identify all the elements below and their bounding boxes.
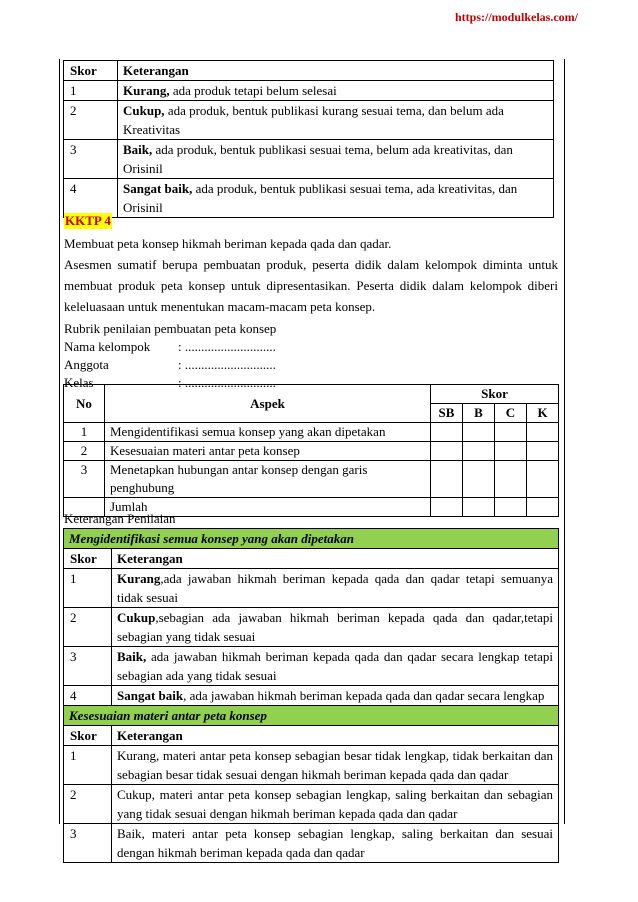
skor-cell: 1 <box>64 746 112 785</box>
skor-cell: 3 <box>64 824 112 863</box>
kktp-title: Membuat peta konsep hikmah beriman kepada qada dan qadar. <box>64 236 392 251</box>
keterangan-cell <box>118 101 554 140</box>
skor-col-b: B <box>463 404 495 423</box>
keterangan-bold: Cukup <box>117 610 156 625</box>
table-row <box>64 726 559 746</box>
keterangan-title: Keterangan Penilaian <box>64 511 176 526</box>
field-nama-kelompok <box>64 338 364 356</box>
keterangan-bold: Sangat baik, <box>123 181 193 196</box>
score-cell[interactable] <box>463 442 495 461</box>
keterangan-text: ada produk, bentuk publikasi kurang sesuai tema, dan belum ada Kreativitas <box>123 103 504 137</box>
score-cell[interactable] <box>527 498 559 517</box>
score-cell[interactable] <box>463 498 495 517</box>
table-row <box>64 824 559 863</box>
row-no: 3 <box>64 461 105 498</box>
no-header: No <box>64 385 105 423</box>
keterangan-cell <box>112 647 559 686</box>
score-cell[interactable] <box>431 442 463 461</box>
table-row <box>64 647 559 686</box>
skor-cell: 1 <box>64 569 112 608</box>
field-value: : ............................ <box>178 357 276 372</box>
table-row <box>64 423 559 442</box>
score-cell[interactable] <box>495 423 527 442</box>
row-no: 2 <box>64 442 105 461</box>
keterangan-cell: Baik, materi antar peta konsep sebagian lengkap, saling berkaitan dan sesuai dengan hikmah beriman kepada qada dan qadar <box>112 824 559 863</box>
keterangan-bold: Kurang <box>117 571 161 586</box>
keterangan-bold: Cukup, <box>123 103 165 118</box>
skor-col-k: K <box>527 404 559 423</box>
table-row <box>64 686 559 706</box>
skor-header: Skor <box>64 726 112 746</box>
score-cell[interactable] <box>527 442 559 461</box>
score-cell[interactable] <box>463 461 495 498</box>
field-anggota <box>64 356 364 374</box>
score-cell[interactable] <box>495 461 527 498</box>
table-row <box>64 442 559 461</box>
skor-col-c: C <box>495 404 527 423</box>
keterangan-text: ,ada jawaban hikmah beriman kepada qada dan qadar tetapi semuanya tidak sesuai <box>117 571 553 605</box>
keterangan-bold: Baik, <box>123 142 153 157</box>
field-label: Kelas <box>64 375 94 390</box>
table-row <box>64 549 559 569</box>
rubrik-title: Rubrik penilaian pembuatan peta konsep <box>64 321 277 336</box>
skor-cell: 1 <box>64 81 118 101</box>
skor-table <box>63 60 554 218</box>
page-url[interactable]: https://modulkelas.com/ <box>454 10 578 24</box>
skor-header: Skor <box>64 61 118 81</box>
section-header-row <box>64 706 559 726</box>
skor-header: Skor <box>64 549 112 569</box>
table-row <box>64 81 554 101</box>
skor-cell: 4 <box>64 686 112 706</box>
field-value: : ............................ <box>178 339 276 354</box>
keterangan-text: ada produk tetapi belum selesai <box>169 83 337 98</box>
aspek-header: Aspek <box>105 385 431 423</box>
score-cell[interactable] <box>495 498 527 517</box>
skor-cell: 2 <box>64 785 112 824</box>
table-row <box>64 101 554 140</box>
keterangan-header: Keterangan <box>112 726 559 746</box>
section-title: Kesesuaian materi antar peta konsep <box>64 706 559 726</box>
section-title: Mengidentifikasi semua konsep yang akan dipetakan <box>64 529 559 549</box>
row-aspek: Mengidentifikasi semua konsep yang akan dipetakan <box>105 423 431 442</box>
keterangan-bold: Kurang, <box>123 83 170 98</box>
table-row <box>64 785 559 824</box>
table-row <box>64 569 559 608</box>
score-cell[interactable] <box>431 423 463 442</box>
total-label: Jumlah <box>105 498 431 517</box>
keterangan-cell <box>118 81 554 101</box>
kktp-description: Asesmen sumatif berupa pembuatan produk, peserta didik dalam kelompok diminta untuk membuat produk peta konsep untuk dipresentasikan. Peserta didik dalam kelompok diberi keleluasaan untuk menentukan macam-macam peta konsep. <box>64 257 558 314</box>
keterangan-header: Keterangan <box>112 549 559 569</box>
score-cell[interactable] <box>431 461 463 498</box>
keterangan-cell <box>118 140 554 179</box>
skor-cell: 3 <box>64 647 112 686</box>
table-row <box>64 746 559 785</box>
score-cell[interactable] <box>431 498 463 517</box>
keterangan-cell <box>112 569 559 608</box>
table-row <box>64 61 554 81</box>
score-cell[interactable] <box>463 423 495 442</box>
keterangan-text: ,sebagian ada jawaban hikmah beriman kepada qada dan qadar,tetapi sebagian yang tidak sesuai <box>117 610 553 644</box>
field-value: : ............................ <box>178 375 276 390</box>
table-header-row <box>64 385 559 404</box>
row-no: 1 <box>64 423 105 442</box>
keterangan-text: ada produk, bentuk publikasi sesuai tema, ada kreativitas, dan Orisinil <box>123 181 518 215</box>
keterangan-cell: Kurang, materi antar peta konsep sebagian besar tidak lengkap, tidak berkaitan dan sebagian besar tidak sesuai dengan hikmah beriman kepada qada dan qadar <box>112 746 559 785</box>
score-cell[interactable] <box>527 423 559 442</box>
table-row <box>64 140 554 179</box>
skor-cell: 2 <box>64 101 118 140</box>
keterangan-text: , ada jawaban hikmah beriman kepada qada dan qadar secara lengkap <box>183 688 545 703</box>
keterangan-table <box>63 528 559 863</box>
skor-cell: 4 <box>64 179 118 218</box>
skor-header: Skor <box>431 385 559 404</box>
table-row <box>64 179 554 218</box>
score-cell[interactable] <box>527 461 559 498</box>
keterangan-bold: Sangat baik <box>117 688 184 703</box>
field-label: Anggota <box>64 357 109 372</box>
section-header-row <box>64 529 559 549</box>
skor-cell: 2 <box>64 608 112 647</box>
keterangan-cell <box>112 686 559 706</box>
keterangan-text: ada jawaban hikmah beriman kepada qada dan qadar secara lengkap tetapi sebagian ada yang tidak sesuai <box>117 649 553 683</box>
score-cell[interactable] <box>495 442 527 461</box>
table-row <box>64 461 559 498</box>
keterangan-cell <box>112 608 559 647</box>
table-row <box>64 608 559 647</box>
kktp-label: KKTP 4 <box>65 213 111 228</box>
row-aspek: Kesesuaian materi antar peta konsep <box>105 442 431 461</box>
keterangan-text: ada produk, bentuk publikasi sesuai tema, belum ada kreativitas, dan Orisinil <box>123 142 513 176</box>
field-label: Nama kelompok <box>64 339 151 354</box>
keterangan-cell <box>118 179 554 218</box>
skor-cell: 3 <box>64 140 118 179</box>
skor-col-sb: SB <box>431 404 463 423</box>
keterangan-bold: Baik, <box>117 649 147 664</box>
keterangan-cell: Cukup, materi antar peta konsep sebagian lengkap, saling berkaitan dan sebagian yang tidak sesuai dengan hikmah beriman kepada qada dan qadar <box>112 785 559 824</box>
rubric-table <box>63 384 559 517</box>
row-aspek: Menetapkan hubungan antar konsep dengan garis penghubung <box>105 461 431 498</box>
keterangan-header: Keterangan <box>118 61 554 81</box>
